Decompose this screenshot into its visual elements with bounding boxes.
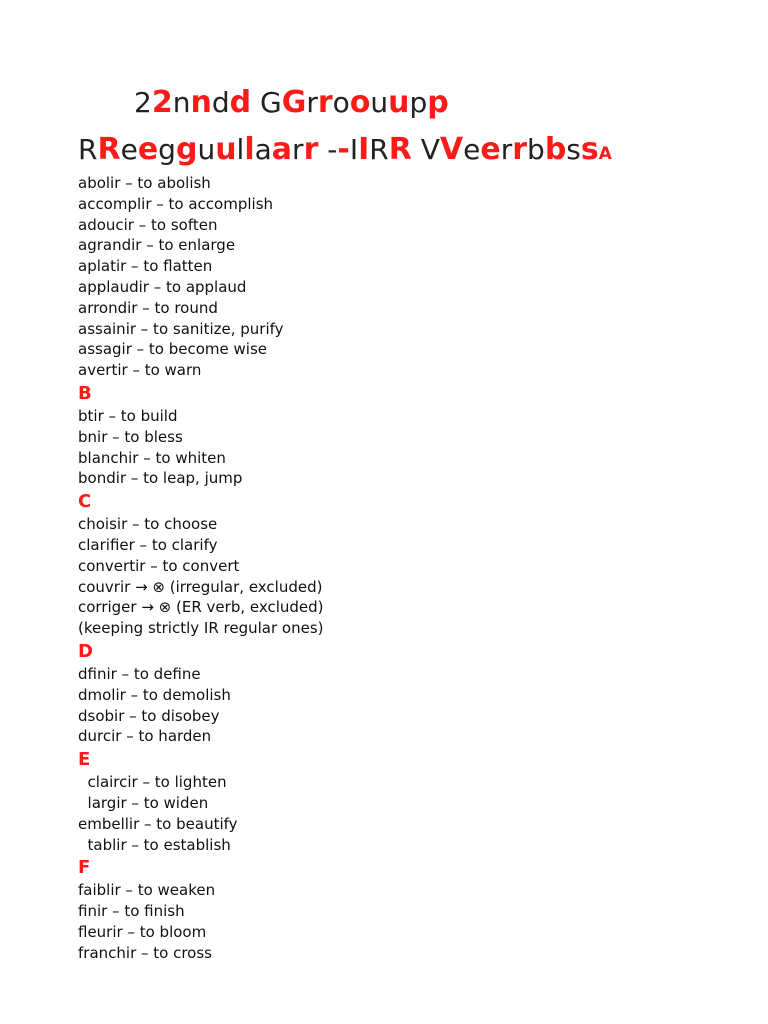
title-char: n	[190, 85, 212, 120]
title-char: b	[544, 132, 567, 167]
title-line-2	[78, 133, 612, 171]
title-char: l	[236, 133, 245, 166]
title-char: G	[281, 85, 307, 120]
title-char: -	[327, 133, 338, 166]
title-char: u	[197, 133, 216, 166]
title-char: b	[527, 133, 545, 166]
title-char: p	[427, 85, 449, 120]
title-char: r	[512, 132, 528, 167]
title-char: R	[388, 132, 412, 167]
title-char: u	[388, 85, 410, 120]
title-char: e	[120, 133, 138, 166]
verb-entry: dsobir – to disobey	[78, 706, 220, 725]
verb-entry: arrondir – to round	[78, 298, 218, 317]
verb-entry: applaudir – to applaud	[78, 277, 247, 296]
verb-entry: assainir – to sanitize, purify	[78, 319, 284, 338]
title-char: p	[409, 86, 428, 119]
verb-entry: bnir – to bless	[78, 427, 183, 446]
title-char: u	[215, 132, 237, 167]
section-letter-heading: B	[78, 382, 92, 404]
section-letter-heading: C	[78, 491, 92, 513]
title-char: I	[349, 133, 359, 166]
title-char: l	[244, 132, 255, 167]
verb-entry: agrandir – to enlarge	[78, 236, 236, 255]
title-char: 2	[151, 85, 173, 120]
verb-entry: avertir – to warn	[78, 361, 202, 380]
title-char: -	[337, 132, 350, 167]
title-char: d	[229, 85, 252, 120]
title-char	[251, 86, 260, 119]
verb-entry: btir – to build	[78, 406, 178, 425]
title-char: n	[172, 86, 191, 119]
verb-entry: embellir – to beautify	[78, 814, 238, 833]
verb-entry: choisir – to choose	[78, 515, 218, 534]
verb-entry: blanchir – to whiten	[78, 448, 226, 467]
verb-entry: durcir – to harden	[78, 727, 212, 746]
verb-entry: accomplir – to accomplish	[78, 194, 274, 213]
verb-entry: corriger → ⊗ (ER verb, excluded)	[78, 598, 324, 617]
title-char: o	[332, 86, 350, 119]
verb-entry: abolir – to abolish	[78, 174, 211, 192]
title-char: V	[420, 133, 440, 166]
title-char: r	[500, 133, 513, 166]
title-char: g	[158, 133, 176, 166]
title-char: r	[306, 86, 318, 119]
verb-entry: clarifier – to clarify	[78, 535, 218, 554]
verb-entry: assagir – to become wise	[78, 340, 267, 359]
title-char: G	[259, 86, 282, 119]
verb-entry: bondir – to leap, jump	[78, 469, 243, 488]
verb-entry: convertir – to convert	[78, 556, 240, 575]
title-char: e	[137, 132, 159, 167]
section-letter-heading: F	[78, 857, 91, 879]
verb-entry: adoucir – to soften	[78, 215, 218, 234]
verb-list	[78, 173, 738, 964]
title-char: V	[439, 132, 464, 167]
title-char: r	[317, 85, 333, 120]
title-char: s	[580, 132, 599, 167]
verb-entry: couvrir → ⊗ (irregular, excluded)	[78, 577, 323, 596]
title-char: 2	[134, 86, 152, 119]
title-char: a	[254, 133, 272, 166]
title-char: u	[370, 86, 389, 119]
verb-entry: faiblir – to weaken	[78, 881, 216, 900]
title-char: A	[598, 144, 612, 164]
verb-entry: tablir – to establish	[78, 835, 231, 854]
verb-entry: franchir – to cross	[78, 943, 212, 962]
section-letter-heading: E	[78, 749, 91, 771]
title-char: R	[78, 133, 98, 166]
verb-entry: largir – to widen	[78, 793, 209, 812]
verb-entry: dmolir – to demolish	[78, 685, 231, 704]
verb-entry: fleurir – to bloom	[78, 922, 207, 941]
title-char: r	[303, 132, 319, 167]
section-letter-heading: D	[78, 640, 93, 662]
title-char: R	[369, 133, 389, 166]
title-char: R	[97, 132, 121, 167]
title-char: d	[211, 86, 230, 119]
verb-entry: (keeping strictly IR regular ones)	[78, 619, 324, 638]
title-char: r	[292, 133, 304, 166]
title-char	[412, 133, 421, 166]
title-char: s	[566, 133, 581, 166]
title-char	[318, 133, 327, 166]
title-char: g	[175, 132, 198, 167]
title-line-1	[134, 86, 449, 120]
title-char: a	[271, 132, 293, 167]
verb-entry: dfinir – to define	[78, 664, 201, 683]
title-char: o	[349, 85, 371, 120]
title-char: e	[463, 133, 481, 166]
title-char: e	[480, 132, 501, 167]
title-char: I	[358, 132, 370, 167]
verb-entry: claircir – to lighten	[78, 773, 227, 792]
verb-entry: aplatir – to flatten	[78, 257, 213, 276]
verb-entry: finir – to finish	[78, 902, 185, 921]
